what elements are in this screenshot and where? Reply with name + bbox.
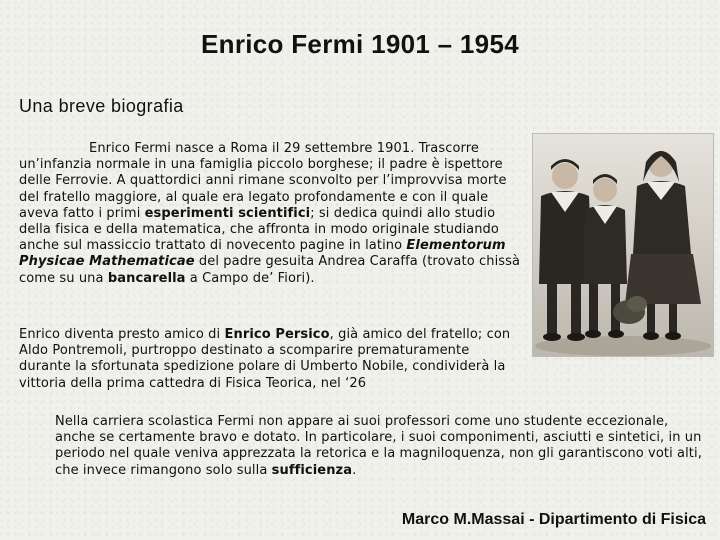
children-portrait-photo: [532, 133, 714, 357]
children-portrait-illustration: [533, 134, 713, 356]
biography-paragraph-1: Enrico Fermi nasce a Roma il 29 settembre 1901. Trascorre un’infanzia normale in una famiglia piccolo borghese; il padre è ispettore delle Ferrovie. A quattordici anni rimane sconvolto per l’improvvisa morte del fratello maggiore, al quale era legato profondamente e con il quale aveva fatto i primi esperimenti scientifici; si dedica quindi allo studio della fisica e della matematica, che affronta in modo originale studiando anche sul massiccio trattato di novecento pagine in latino Elementorum Physicae Mathematicae del padre gesuita Andrea Caraffa (trovato chissà come su una bancarella a Campo de’ Fiori).: [19, 141, 521, 286]
roma-text: Roma: [230, 141, 268, 156]
slide-title: Enrico Fermi 1901 – 1954: [201, 29, 519, 59]
esperimenti-text: esperimenti scientifici: [144, 205, 311, 221]
slide-subtitle: Una breve biografia: [19, 96, 184, 116]
persico-text: Enrico Persico: [224, 327, 330, 342]
sufficienza-text: sufficienza: [271, 462, 353, 478]
footer-author: Marco M.Massai - Dipartimento di Fisica: [401, 511, 706, 528]
book-title: Elementorum Physicae Mathematicae: [19, 238, 506, 270]
biography-paragraph-3: Nella carriera scolastica Fermi non appare ai suoi professori come uno studente eccezionale, anche se certamente bravo e dotato. In particolare, i suoi componimenti, asciutti e sintetici, in un periodo nel quale veniva apprezzata la retorica e la magniloquenza, non gli garantiscono voti alti, che invece rimangono solo sulla sufficienza.: [55, 414, 702, 478]
bancarella-text: bancarella: [107, 270, 186, 286]
biography-paragraph-2: Enrico diventa presto amico di Enrico Persico, già amico del fratello; con Aldo Pontremoli, purtroppo destinato a scomparire prematuramente durante la sfortunata spedizione polare di Umberto Nobile, condividerà la vittoria della prima cattedra di Fisica Teorica, nel ‘26: [19, 327, 511, 391]
